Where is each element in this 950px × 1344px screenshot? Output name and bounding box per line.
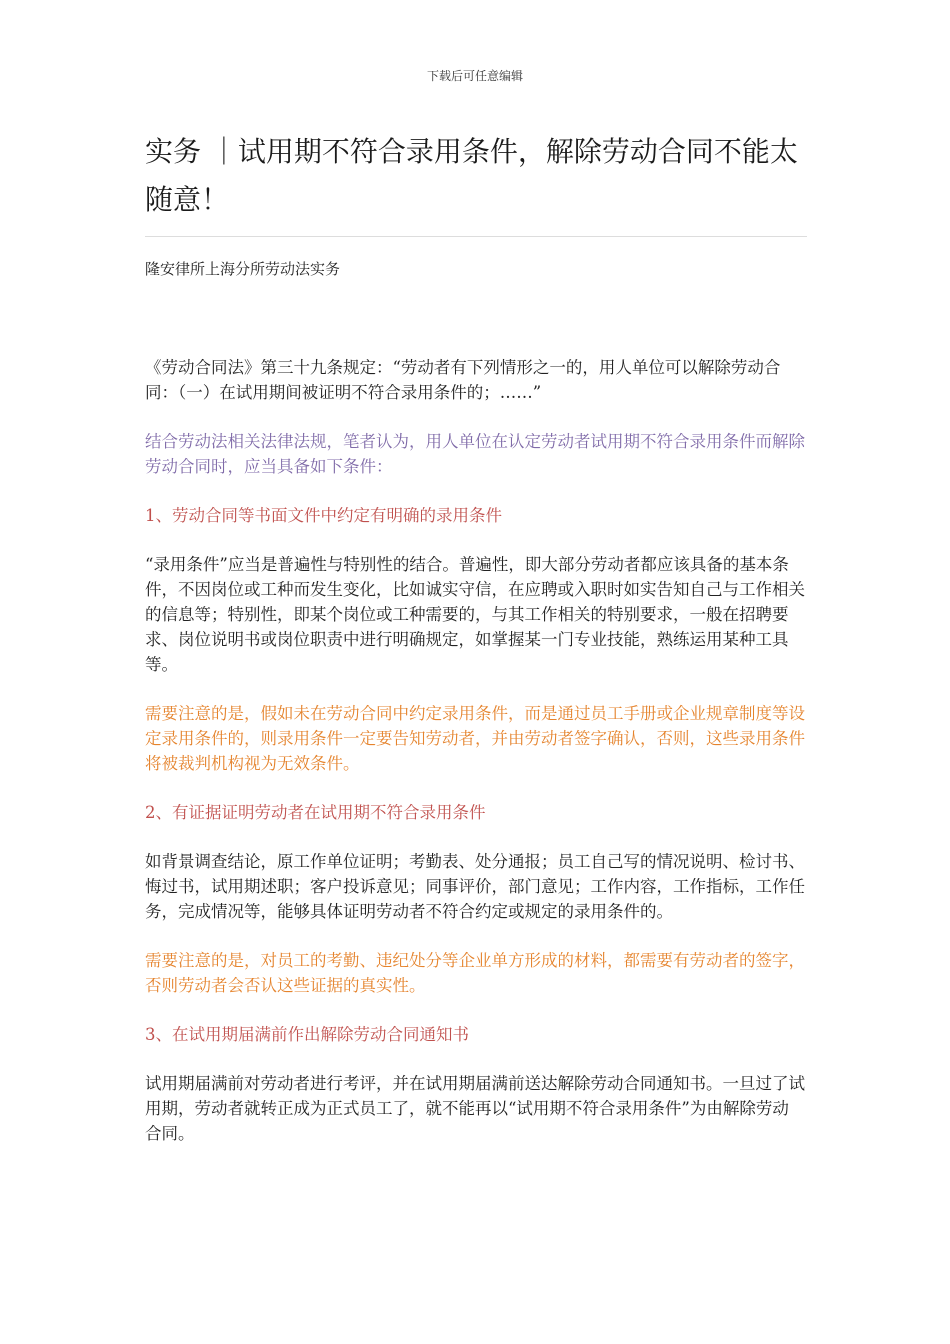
section-heading-3: 3、在试用期届满前作出解除劳动合同通知书 [145,1025,469,1044]
section-heading-1: 1、劳动合同等书面文件中约定有明确的录用条件 [145,506,502,525]
section-heading-2: 2、有证据证明劳动者在试用期不符合录用条件 [145,803,486,822]
title-divider [145,236,807,237]
header-note: 下载后可任意编辑 [426,69,523,83]
paragraph-note-1: 需要注意的是，假如未在劳动合同中约定录用条件，而是通过员工手册或企业规章制度等设定录用条件的，则录用条件一定要告知劳动者，并由劳动者签字确认，否则，这些录用条件将被裁判机构视为无效条件。 [145,704,805,773]
article-body [145,355,805,1170]
article-author: 隆安律所上海分所劳动法实务 [145,260,341,278]
article-title: 实务 ｜试用期不符合录用条件，解除劳动合同不能太随意！ [145,135,798,216]
paragraph-hiring-conditions: “录用条件”应当是普遍性与特别性的结合。普遍性，即大部分劳动者都应该具备的基本条件，不因岗位或工种而发生变化，比如诚实守信，在应聘或入职时如实告知自己与工作相关的信息等；特别性，即某个岗位或工种需要的，与其工作相关的特别要求，一般在招聘要求、岗位说明书或岗位职责中进行明确规定，如掌握某一门专业技能，熟练运用某种工具等。 [145,555,805,674]
paragraph-evidence: 如背景调查结论，原工作单位证明；考勤表、处分通报；员工自己写的情况说明、检讨书、悔过书，试用期述职；客户投诉意见；同事评价，部门意见；工作内容，工作指标，工作任务，完成情况等，能够具体证明劳动者不符合约定或规定的录用条件的。 [145,852,805,921]
paragraph-intro-conditions: 结合劳动法相关法律法规，笔者认为，用人单位在认定劳动者试用期不符合录用条件而解除劳动合同时，应当具备如下条件： [145,432,805,476]
paragraph-termination-notice: 试用期届满前对劳动者进行考评，并在试用期届满前送达解除劳动合同通知书。一旦过了试用期，劳动者就转正成为正式员工了，就不能再以“试用期不符合录用条件”为由解除劳动合同。 [145,1074,805,1143]
paragraph-law-quote: 《劳动合同法》第三十九条规定：“劳动者有下列情形之一的，用人单位可以解除劳动合同：（一）在试用期间被证明不符合录用条件的；……” [145,358,781,402]
paragraph-note-2: 需要注意的是，对员工的考勤、违纪处分等企业单方形成的材料，都需要有劳动者的签字，否则劳动者会否认这些证据的真实性。 [145,951,805,995]
